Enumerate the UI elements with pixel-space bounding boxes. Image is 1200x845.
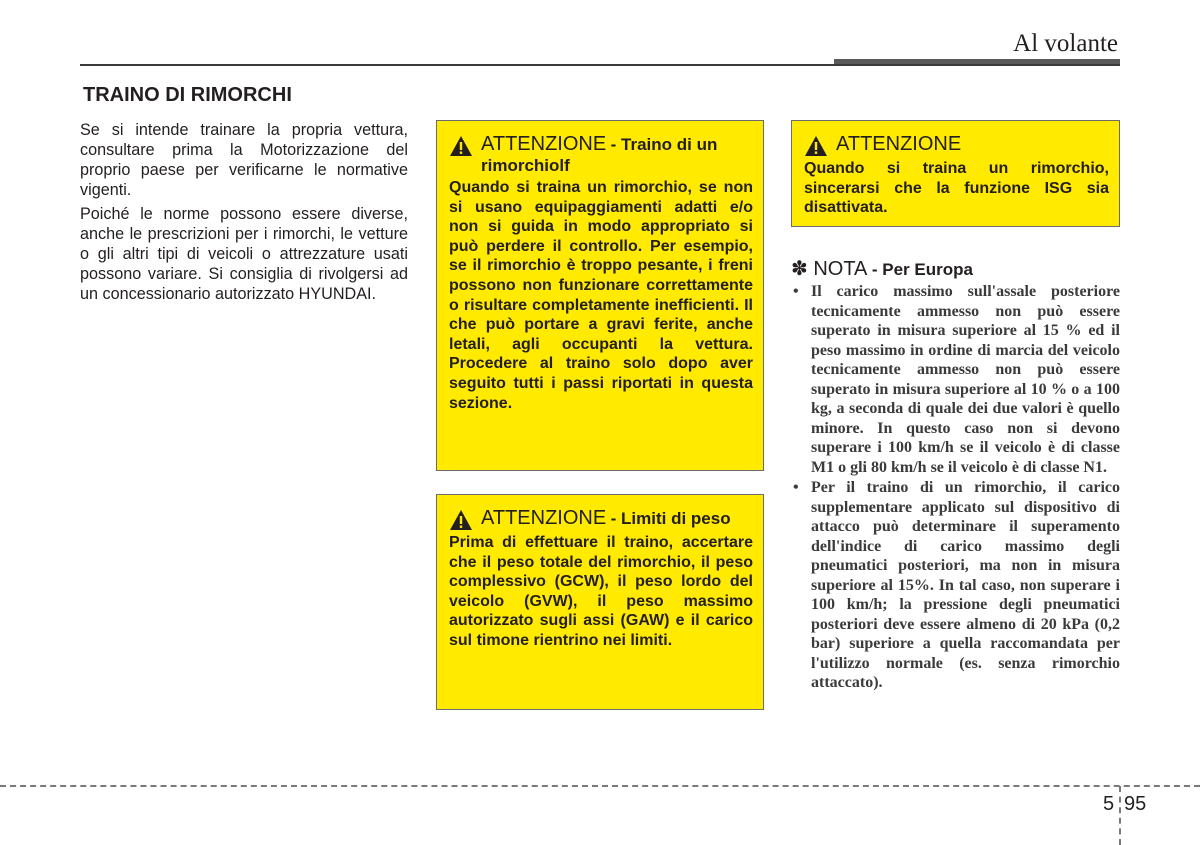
page-chapter: 5 bbox=[1103, 793, 1115, 815]
warning-title: ATTENZIONE bbox=[481, 133, 607, 155]
warning-body: Quando si traina un rimorchio, sincerarsi che la funzione ISG sia disattivata. bbox=[804, 160, 1109, 217]
warning-title: ATTENZIONE bbox=[836, 133, 962, 155]
warning-triangle-icon bbox=[804, 135, 828, 157]
nota-star-icon: ✽ bbox=[791, 258, 808, 280]
warning-title: ATTENZIONE bbox=[481, 507, 607, 529]
warning-box-trailer bbox=[436, 120, 764, 471]
warning-body: Quando si traina un rimorchio, se non si usano equipaggiamenti adatti e/o non si guida in modo appropriato si può perdere il controllo. Per esempio, se il rimorchio è troppo pesante, i freni possono non funzionare correttamente o risultare completamente inefficienti. Il che può portare a gravi ferite, anche letali, agli occupanti la vettura. Procedere al traino solo dopo aver seguito tutti i passi riportati in questa sezione. bbox=[449, 179, 753, 412]
section-heading: TRAINO DI RIMORCHI bbox=[83, 84, 292, 106]
intro-text bbox=[80, 120, 408, 308]
warning-triangle-icon bbox=[449, 509, 473, 531]
warning-title-row bbox=[804, 133, 1109, 157]
warning-title-row bbox=[449, 133, 753, 176]
nota-list bbox=[791, 282, 1120, 694]
intro-paragraph-2: Poiché le norme possono essere diverse, anche le prescrizioni per i rimorchi, le vetture o gli altri tipi di veicoli o attrezzature usati possono variare. Si consiglia di rivolgersi ad un concessionario autorizzato HYUNDAI. bbox=[80, 205, 408, 303]
page-number: 95 bbox=[1124, 793, 1147, 815]
footer-dashed-rule bbox=[0, 785, 1200, 787]
nota-item: • Per il traino di un rimorchio, il carico supplementare applicato sul dispositivo di attacco può determinare il superamento dell'indice di carico massimo degli pneumatici posteriori, ma non in misura superiore al 15%. In tal caso, non superare i 100 km/h; la pressione degli pneumatici posteriori deve essere almeno di 20 kPa (0,2 bar) superiore a quella raccomandata per l'utilizzo normale (es. senza rimorchio attaccato). bbox=[791, 478, 1120, 693]
warning-triangle-icon bbox=[449, 135, 473, 157]
footer-dashed-divider bbox=[1119, 786, 1121, 845]
nota-heading bbox=[791, 256, 973, 281]
warning-box-weight-limits bbox=[436, 494, 764, 710]
nota-title: NOTA bbox=[813, 258, 867, 280]
warning-body: Prima di effettuare il traino, accertare che il peso totale del rimorchio, il peso complessivo (GCW), il peso lordo del veicolo (GVW), il peso massimo autorizzato sugli assi (GAW) e il carico sul timone rientrino nei limiti. bbox=[449, 534, 753, 649]
warning-subtitle: - Traino di un rimorchiolf bbox=[481, 135, 718, 175]
header-title: Al volante bbox=[1013, 30, 1118, 57]
header-rule-thin bbox=[80, 64, 1120, 66]
warning-title-row bbox=[449, 507, 753, 531]
nota-item: • Il carico massimo sull'assale posteriore tecnicamente ammesso non può essere superato in misura superiore al 15 % ed il peso massimo in ordine di marcia del veicolo tecnicamente ammesso non può essere superato in misura superiore al 10 % o a 100 kg, a seconda di quale dei due valori è quello minore. In questo caso non si devono superare i 100 km/h se il veicolo è di classe M1 o gli 80 km/h se il veicolo è di classe N1. bbox=[791, 282, 1120, 477]
intro-paragraph-1: Se si intende trainare la propria vettura, consultare prima la Motorizzazione del proprio paese per verificarne le normative vigenti. bbox=[80, 121, 408, 199]
warning-box-isg bbox=[791, 120, 1120, 227]
warning-subtitle: - Limiti di peso bbox=[610, 509, 731, 528]
nota-subtitle: - Per Europa bbox=[871, 260, 973, 279]
